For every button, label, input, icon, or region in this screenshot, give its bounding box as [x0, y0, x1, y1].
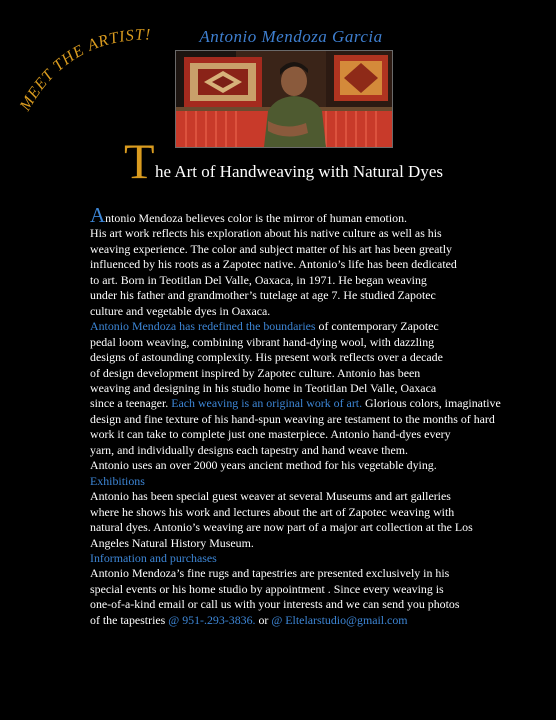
svg-text:MEET THE ARTIST!	[16, 27, 151, 115]
bio-line: weaving experience. The color and subject matter of his art has been greatly	[90, 241, 452, 256]
contact-line: of the tapestries @ 951-.293-3836. or @ Eltelarstudio@gmail.com	[90, 612, 408, 627]
bio-line: His art work reflects his exploration about his native culture as well as his	[90, 226, 442, 241]
bio-text	[90, 203, 550, 628]
phone-number[interactable]: @ 951-.293-3836.	[168, 612, 256, 627]
artist-photo	[175, 50, 393, 148]
bio-line: culture and vegetable dyes in Oaxaca.	[90, 303, 271, 318]
headline	[124, 133, 544, 192]
email-link[interactable]: @ Eltelarstudio@gmail.com	[271, 612, 408, 627]
bio-line: Angeles Natural History Museum.	[90, 535, 254, 550]
bio-line: special events or his home studio by appointment . Since every weaving is	[90, 581, 444, 596]
highlight-original-work: Each weaving is an original work of art.	[171, 396, 363, 411]
bio-line: Antonio has been special guest weaver at several Museums and art galleries	[90, 489, 451, 504]
bio-line: under his father and grandmother’s tutelage at age 7. He studied Zapotec	[90, 288, 436, 303]
bio-line: one-of-a-kind email or call us with your interests and we can send you photos	[90, 597, 460, 612]
bio-line: yarn, and individually designs each tapestry and hand weave them.	[90, 442, 408, 457]
meet-the-artist-banner	[0, 0, 200, 140]
exhibitions-heading: Exhibitions	[90, 473, 145, 488]
bio-line: weaving and designing in his studio home in Teotitlan Del Valle, Oaxaca	[90, 380, 437, 395]
bio-line: work it can take to complete just one masterpiece. Antonio hand-dyes every	[90, 427, 451, 442]
bio-line: where he shows his work and lectures about the art of Zapotec weaving with	[90, 504, 455, 519]
headline-dropcap: T	[124, 133, 155, 189]
bio-line: Antonio uses an over 2000 years ancient method for his vegetable dying.	[90, 458, 437, 473]
info-heading: Information and purchases	[90, 550, 217, 565]
meet-the-artist-text: MEET THE ARTIST!	[16, 26, 152, 114]
bio-line: natural dyes. Antonio’s weaving are now part of a major art collection at the Los	[90, 520, 473, 535]
bio-line: designs of astounding complexity. His present work reflects over a decade	[90, 350, 443, 365]
bio-line: to art. Born in Teotitlan Del Valle, Oaxaca, in 1971. He began weaving	[90, 272, 427, 287]
bio-line: since a teenager. Each weaving is an original work of art. Glorious colors, imaginative	[90, 396, 501, 411]
bio-line: Antonio Mendoza believes color is the mirror of human emotion.	[90, 203, 407, 227]
bio-line: Antonio Mendoza has redefined the boundaries of contemporary Zapotec	[90, 319, 439, 334]
bio-line: of design development inspired by Zapotec culture. Antonio has been	[90, 365, 421, 380]
artist-name: Antonio Mendoza Garcia	[199, 27, 383, 46]
highlight-boundaries: Antonio Mendoza has redefined the boundaries	[90, 319, 316, 334]
bio-line: design and fine texture of his hand-spun weaving are testament to the months of hard	[90, 411, 495, 426]
bio-line: influenced by his roots as a Zapotec native. Antonio’s life has been dedicated	[90, 257, 457, 272]
headline-text: he Art of Handweaving with Natural Dyes	[155, 162, 443, 181]
bio-line: pedal loom weaving, combining vibrant hand-dying wool, with dazzling	[90, 334, 435, 349]
bio-dropcap: A	[90, 203, 106, 227]
bio-line: Antonio Mendoza’s fine rugs and tapestries are presented exclusively in his	[90, 566, 450, 581]
